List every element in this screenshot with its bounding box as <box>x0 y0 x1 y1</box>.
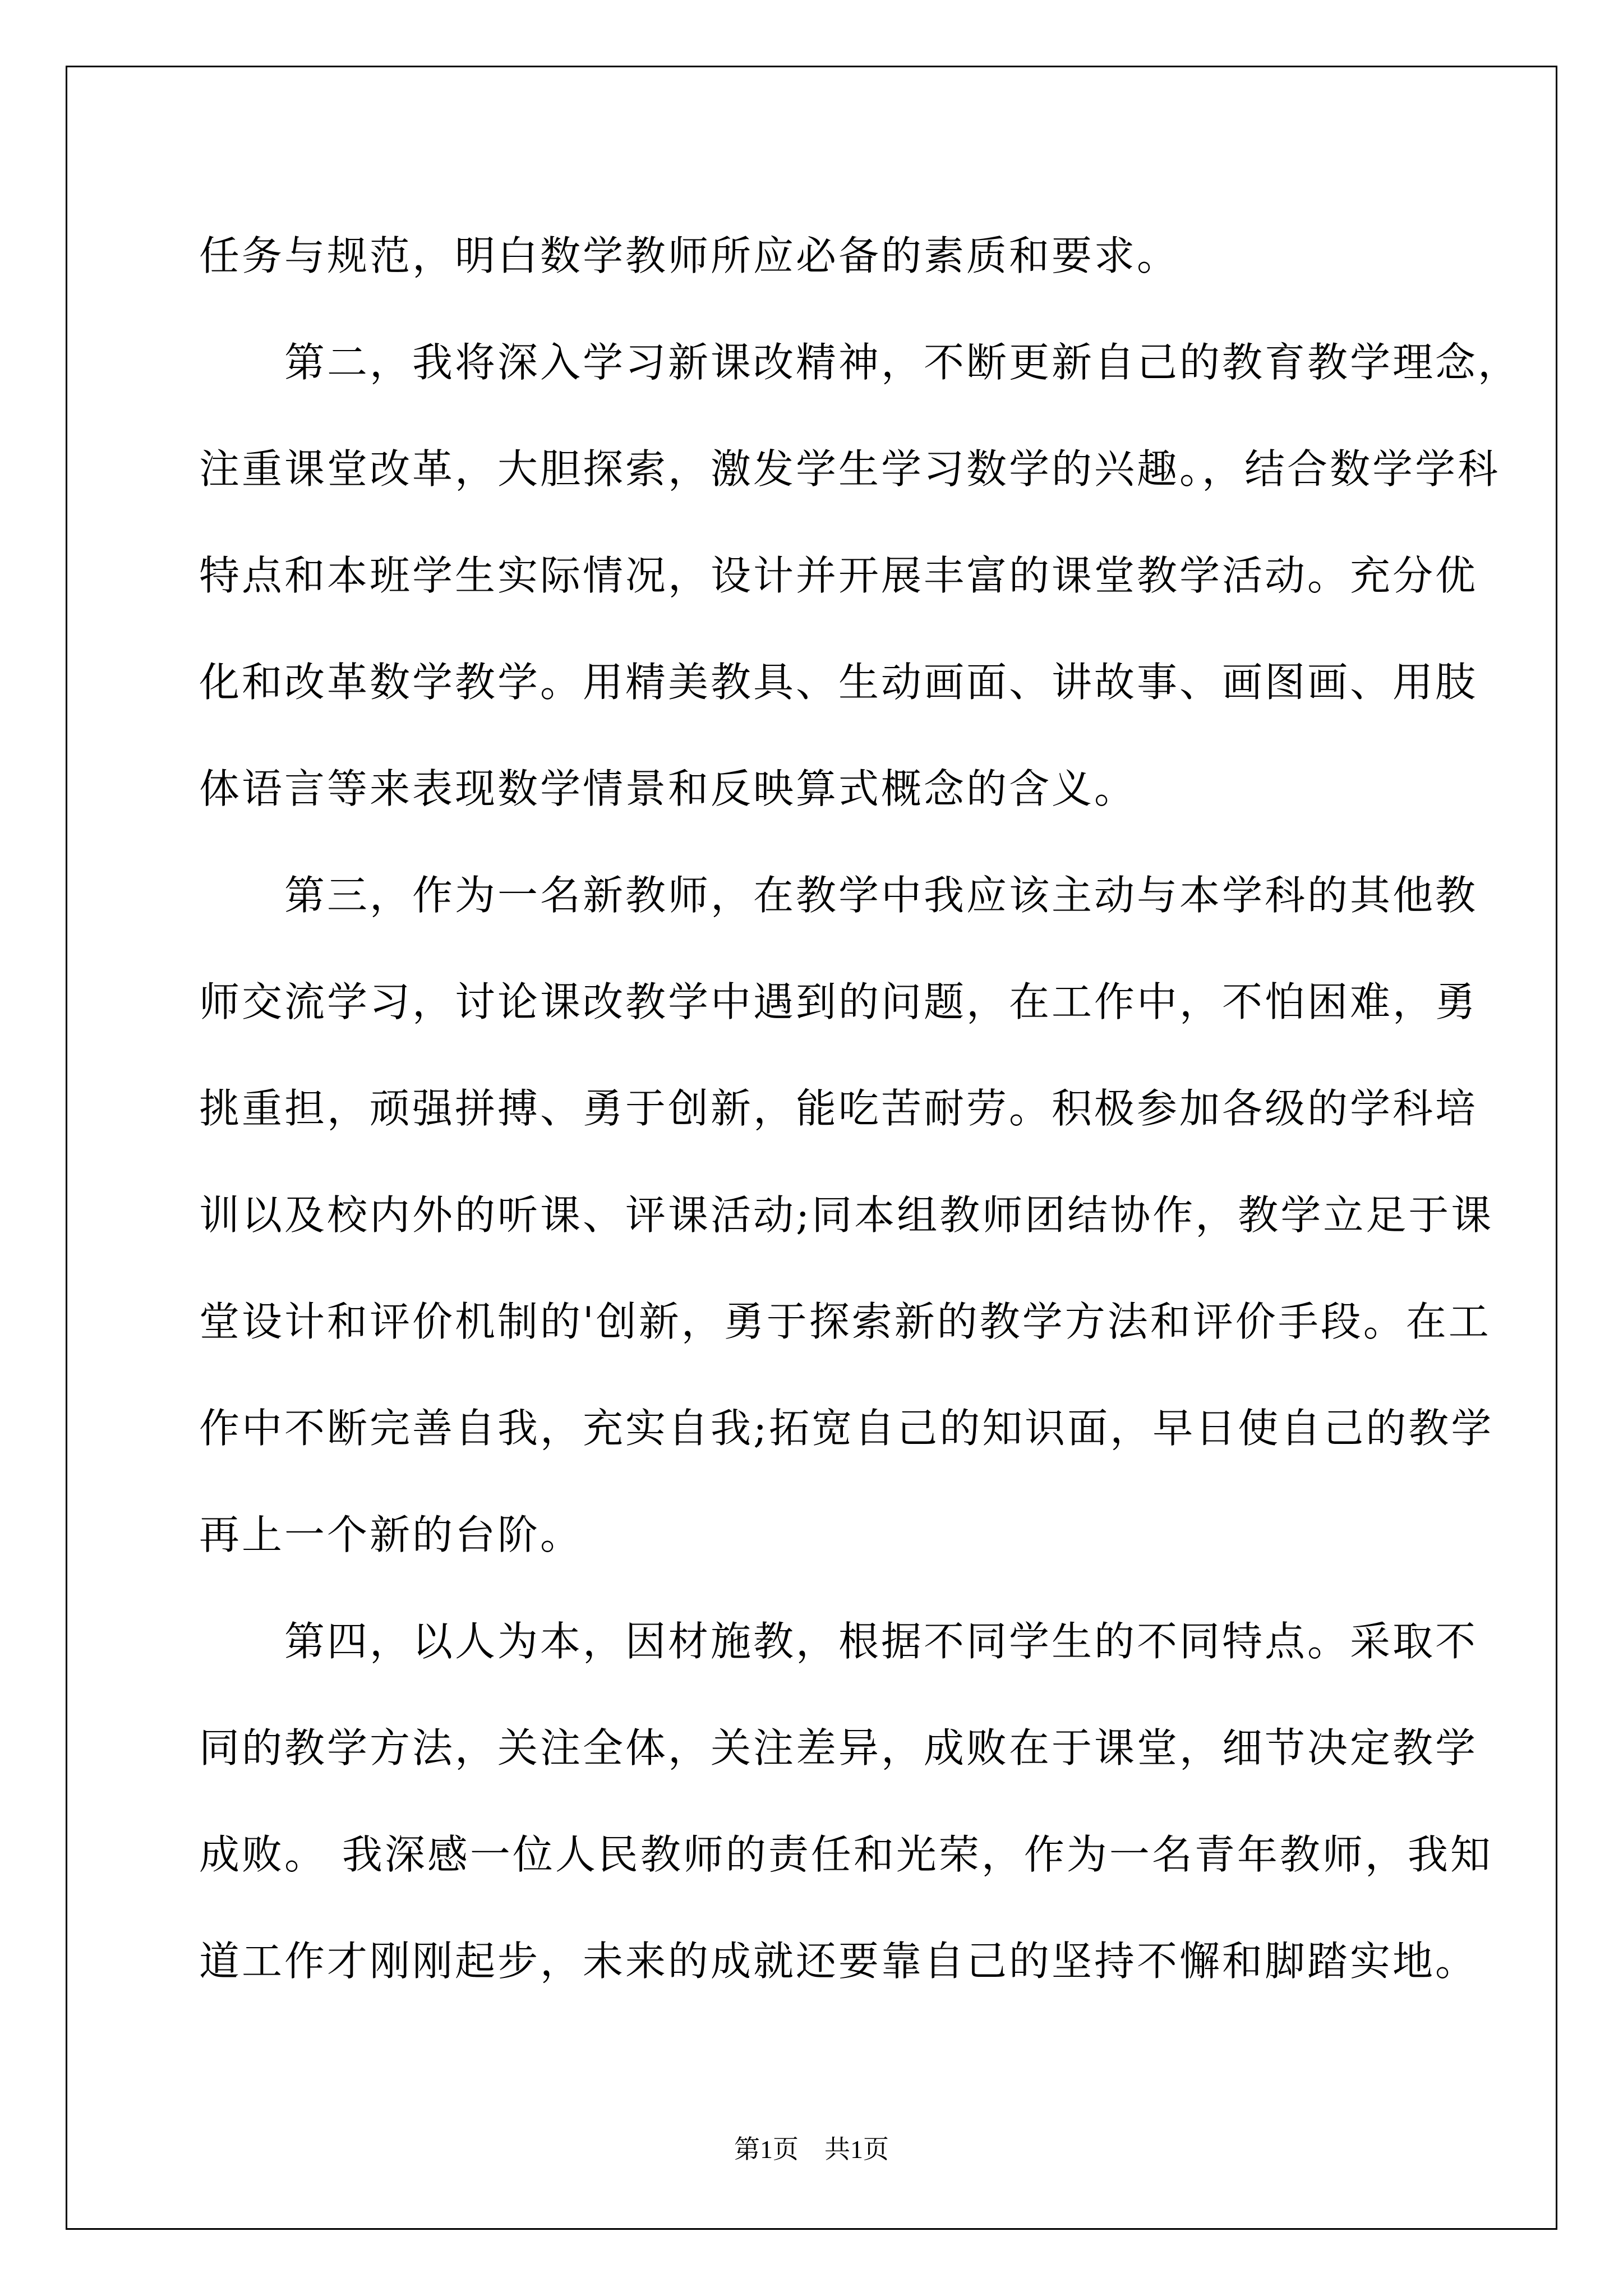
page-border <box>66 66 1557 2230</box>
text-line: 任务与规范，明白数学教师所应必备的素质和要求。 <box>199 232 1180 279</box>
text-line: 化和改革数学教学。用精美教具、生动画面、讲故事、画图画、用肢 <box>199 659 1478 706</box>
text-line: 作中不断完善自我，充实自我;拓宽自己的知识面，早日使自己的教学 <box>199 1405 1494 1452</box>
text-line: 第二，我将深入学习新课改精神，不断更新自己的教育教学理念， <box>199 339 1521 386</box>
text-line: 师交流学习，讨论课改教学中遇到的问题，在工作中，不怕困难，勇 <box>199 978 1478 1025</box>
text-line: 同的教学方法，关注全体，关注差异，成败在于课堂，细节决定教学 <box>199 1724 1478 1772</box>
text-line: 训以及校内外的听课、评课活动;同本组教师团结协作，教学立足于课 <box>199 1191 1494 1239</box>
text-line: 注重课堂改革，大胆探索，激发学生学习数学的兴趣。，结合数学学科 <box>199 445 1501 493</box>
text-line: 道工作才刚刚起步，未来的成就还要靠自己的坚持不懈和脚踏实地。 <box>199 1938 1478 1985</box>
text-line: 第三，作为一名新教师，在教学中我应该主动与本学科的其他教 <box>199 872 1478 919</box>
text-line: 体语言等来表现数学情景和反映算式概念的含义。 <box>199 765 1137 812</box>
text-line: 特点和本班学生实际情况，设计并开展丰富的课堂教学活动。充分优 <box>199 552 1478 599</box>
page-number-footer: 第1页 共1页 <box>734 2135 889 2164</box>
text-line: 第四，以人为本，因材施教，根据不同学生的不同特点。采取不 <box>199 1618 1478 1665</box>
text-line: 成败。 我深感一位人民教师的责任和光荣，作为一名青年教师，我知 <box>199 1831 1493 1878</box>
text-line: 挑重担，顽强拼搏、勇于创新，能吃苦耐劳。积极参加各级的学科培 <box>199 1085 1478 1132</box>
text-line: 堂设计和评价机制的'创新，勇于探索新的教学方法和评价手段。在工 <box>199 1298 1491 1345</box>
text-line: 再上一个新的台阶。 <box>199 1511 583 1558</box>
